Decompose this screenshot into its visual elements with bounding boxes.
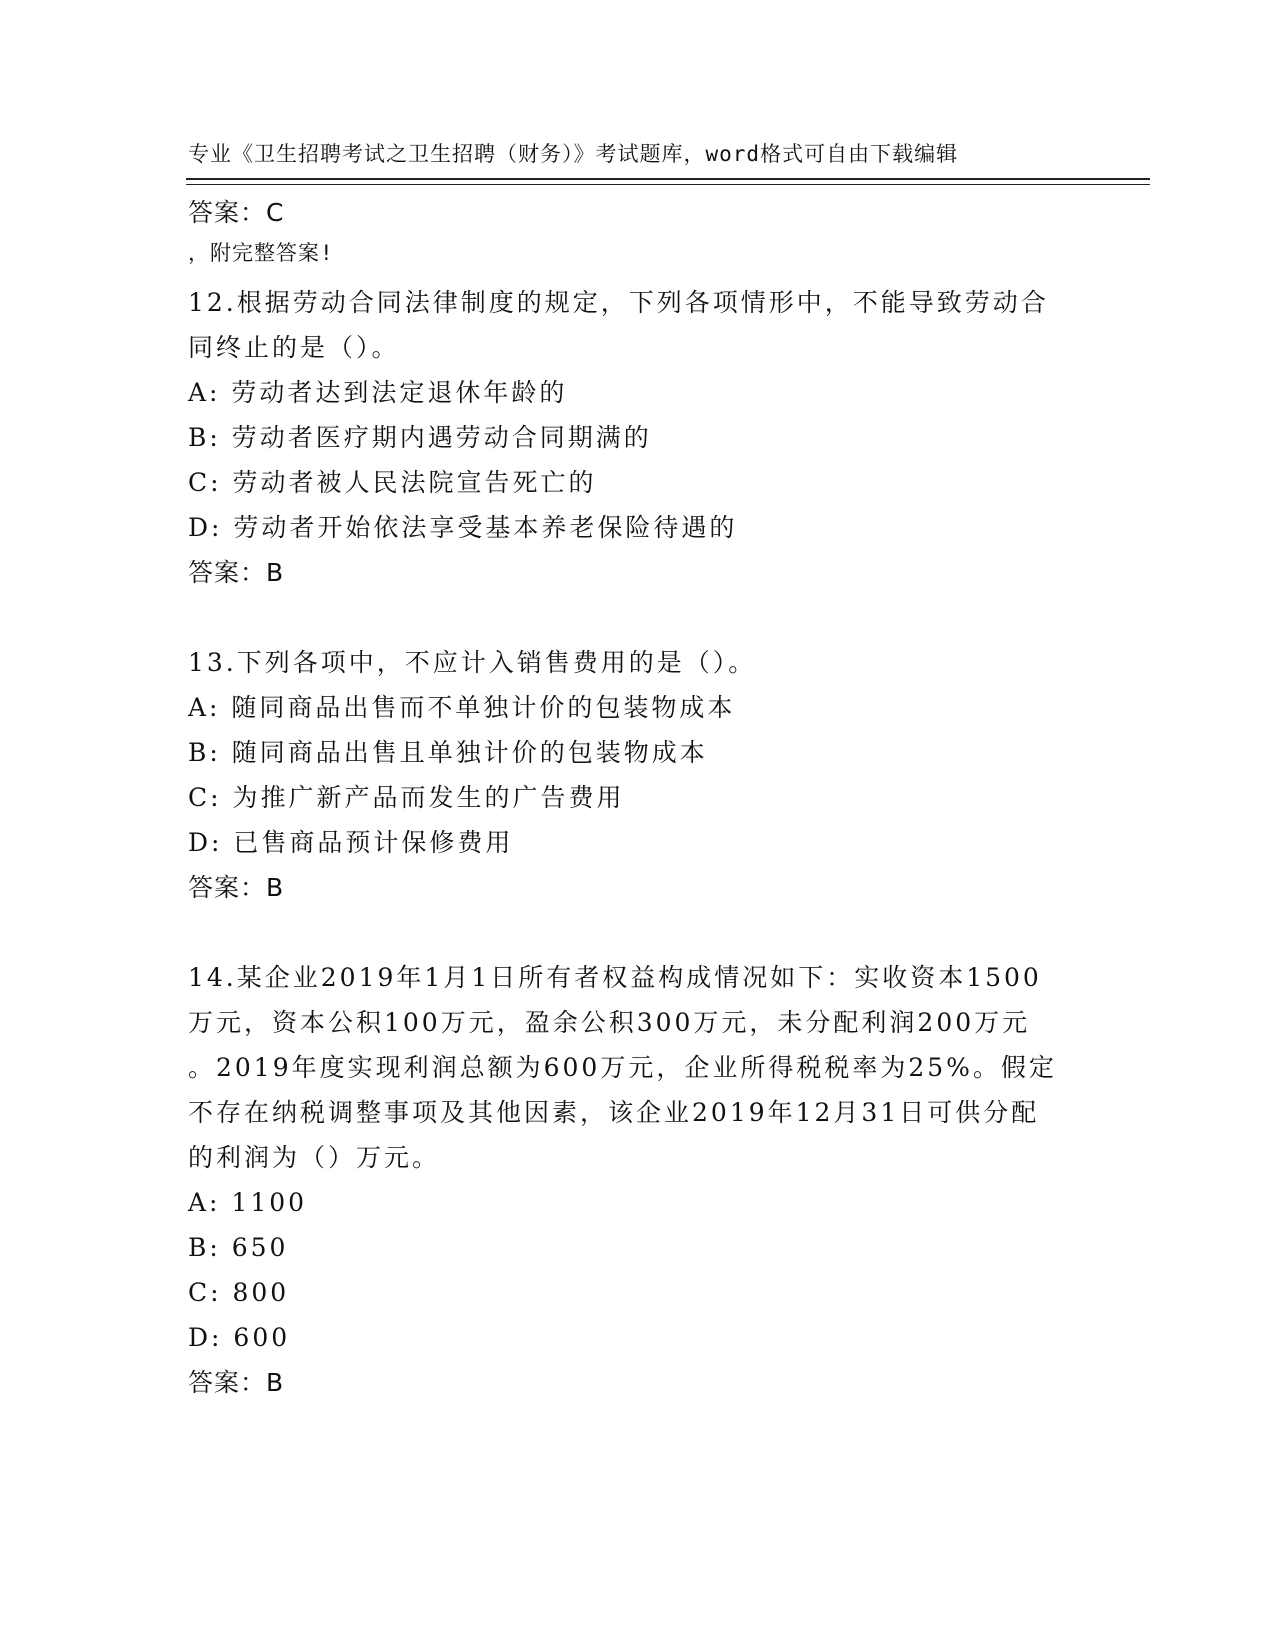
option-c: C: 劳动者被人民法院宣告死亡的 (188, 468, 597, 497)
option-b: B: 650 (188, 1233, 289, 1262)
question-12 (188, 280, 1088, 596)
option-a: A: 1100 (188, 1188, 308, 1217)
question-stem (188, 640, 1068, 685)
option-b: B: 劳动者医疗期内遇劳动合同期满的 (188, 423, 652, 452)
option-d: D: 600 (188, 1323, 291, 1352)
answer-line: 答案：B (188, 1368, 285, 1397)
option-d: D: 劳动者开始依法享受基本养老保险待遇的 (188, 513, 738, 542)
question-stem-line: 14.某企业2019年1月1日所有者权益构成情况如下：实收资本1500 (188, 963, 1042, 992)
question-stem-line: 13.下列各项中，不应计入销售费用的是（）。 (188, 648, 757, 677)
question-stem-line: 。2019年度实现利润总额为600万元，企业所得税税率为25%。假定 (188, 1053, 1057, 1082)
option-d: D: 已售商品预计保修费用 (188, 828, 514, 857)
question-stem (188, 955, 1068, 1180)
previous-answer: 答案：C (188, 198, 285, 227)
question-stem-line: 不存在纳税调整事项及其他因素，该企业2019年12月31日可供分配 (188, 1098, 1040, 1127)
option-b: B: 随同商品出售且单独计价的包装物成本 (188, 738, 708, 767)
header-divider-thick (186, 178, 1150, 180)
option-c: C: 为推广新产品而发生的广告费用 (188, 783, 625, 812)
option-c: C: 800 (188, 1278, 290, 1307)
question-stem-line: 万元，资本公积100万元，盈余公积300万元，未分配利润200万元 (188, 1008, 1031, 1037)
header-divider-thin (186, 184, 1150, 185)
question-14 (188, 955, 1088, 1406)
header-line-1: 专业《卫生招聘考试之卫生招聘（财务）》考试题库，word格式可自由下载编辑 (188, 142, 959, 166)
answer-line: 答案：B (188, 558, 285, 587)
header-line-2: ，附完整答案! (188, 241, 334, 265)
document-body (188, 190, 1088, 1406)
question-13 (188, 640, 1088, 911)
answer-line: 答案：B (188, 873, 285, 902)
option-a: A: 随同商品出售而不单独计价的包装物成本 (188, 693, 736, 722)
question-stem (188, 280, 1068, 370)
option-a: A: 劳动者达到法定退休年龄的 (188, 378, 568, 407)
question-stem-line: 的利润为（）万元。 (188, 1143, 441, 1172)
question-stem-line: 12.根据劳动合同法律制度的规定，下列各项情形中，不能导致劳动合 (188, 288, 1049, 317)
question-stem-line: 同终止的是（）。 (188, 333, 400, 362)
